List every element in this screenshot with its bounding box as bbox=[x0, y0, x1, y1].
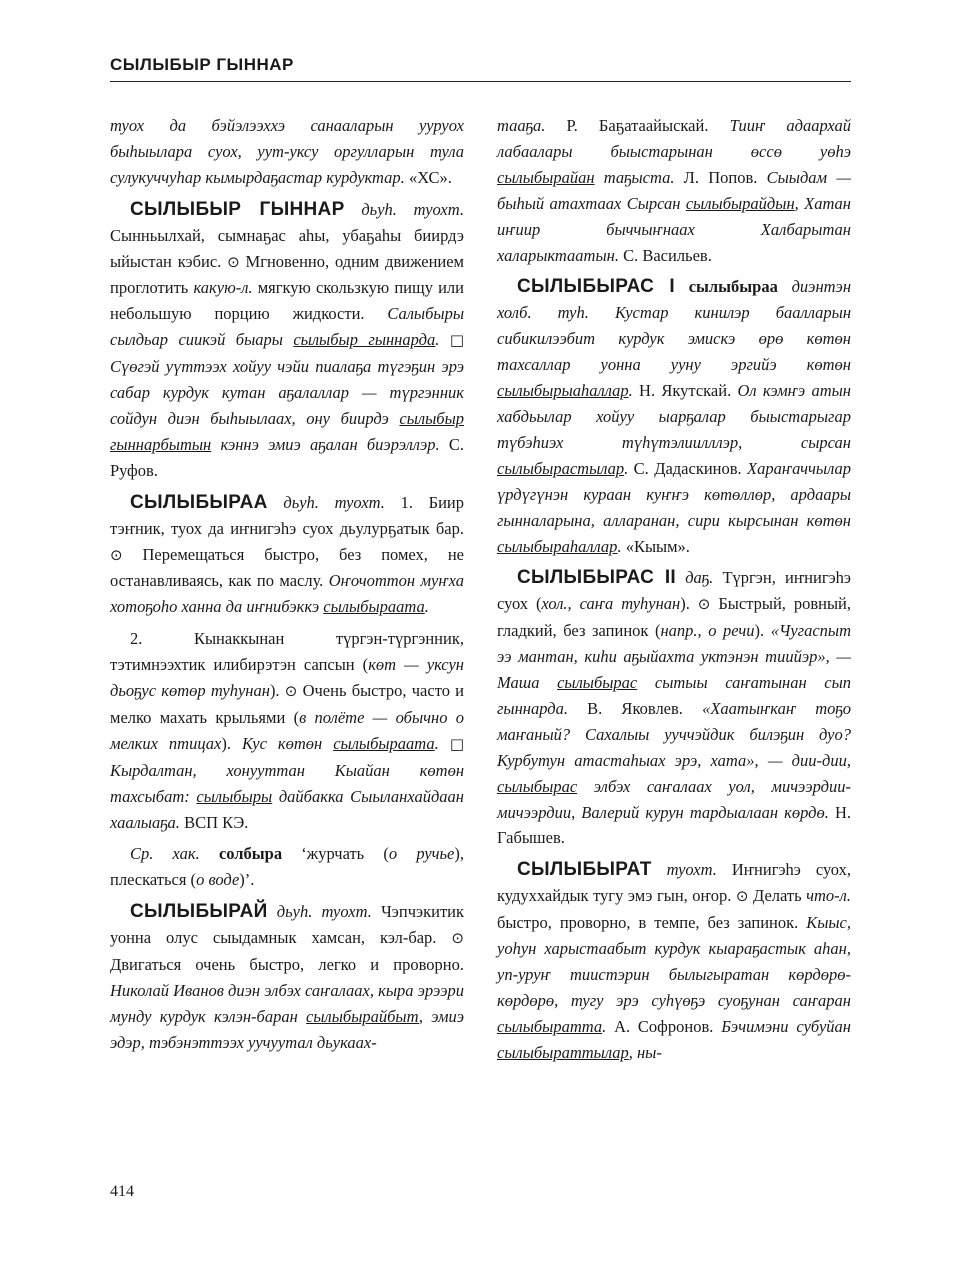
example-underlined-word: сылыбырастылар bbox=[497, 458, 625, 478]
italic-text: . bbox=[628, 381, 633, 401]
example-underlined-word: сылыбыраhаллар bbox=[497, 536, 618, 556]
dictionary-entry-paragraph bbox=[110, 197, 464, 484]
italic-text: Сыыдам — быhый атахтаах Сырсан bbox=[497, 167, 851, 213]
italic-text: элбэх саҥалаах уол, мичээрдии-мичээрдии, Валерий курун тардыалаан көрдө. bbox=[497, 776, 851, 822]
italic-text: «Хаатыҥкаҥ тоҕо маҥаный? Сахалыы ууччэйдик билэҕин дуо? Курбутун атастаhыах эрэ, хата», — дии-дии, bbox=[497, 698, 851, 770]
dictionary-entry-paragraph bbox=[497, 274, 851, 559]
italic-text: кэннэ эмиэ аҕалан биэрэллэр. bbox=[211, 434, 440, 454]
text-run: мягкую скользкую пищу или небольшую порцию жидкости. bbox=[110, 278, 464, 324]
italic-text: «Чугаспыт ээ мантан, киhи аҕыйахта уктэнэн тиийэр», — Маша bbox=[497, 621, 851, 693]
text-run: ). bbox=[680, 594, 698, 614]
italic-text: , ны- bbox=[628, 1042, 662, 1062]
circle-dot-icon: ⊙ bbox=[110, 545, 123, 564]
text-run: Мгновенно, одним движением проглотить bbox=[110, 251, 464, 298]
text-run: С. Руфов. bbox=[110, 434, 465, 480]
headword: СЫЛЫБЫРАТ bbox=[517, 859, 652, 881]
italic-text: туох да бэйэлээххэ санааларын ууруох быhыылара суох, уут-уксу оргулларын тула сулукуччуhар кымырдаҕастар курдуктар. bbox=[110, 116, 464, 187]
italic-text: что-л. bbox=[806, 886, 851, 906]
italic-text: напр., о речи bbox=[660, 621, 755, 641]
text-run bbox=[589, 303, 615, 322]
text-run: Иҥнигэhэ суох, кудуххайдык тугу эмэ гын, оҥор. bbox=[497, 860, 851, 906]
dictionary-entry-paragraph bbox=[497, 113, 851, 268]
circle-dot-icon: ⊙ bbox=[227, 252, 240, 271]
italic-text: дьуh. туохт. bbox=[267, 902, 372, 922]
italic-text: . bbox=[617, 536, 622, 556]
text-run: С. Дадаскинов. bbox=[628, 458, 748, 478]
italic-text: дьуh. туохт. bbox=[267, 492, 385, 512]
square-icon: □ bbox=[449, 331, 464, 350]
text-run: Быстрый, ровный, гладкий, без запинок ( bbox=[497, 594, 851, 641]
italic-text: туохт. bbox=[651, 860, 717, 880]
italic-text: тааҕа. bbox=[497, 116, 546, 135]
italic-text: Ол кэмҥэ атын хабдьылар хойуу ыарҕалар быыстарыгар түбэhиэх түhүтэлиилллэр, сырсан bbox=[497, 381, 851, 452]
example-underlined-word: сылыбырайдын bbox=[685, 193, 795, 213]
italic-text: в полёте — обычно о мелких птицах bbox=[110, 707, 464, 753]
example-underlined-word: сылыбырас bbox=[497, 776, 578, 796]
text-run: Р. Баҕатаайыскай. bbox=[545, 116, 730, 135]
italic-text: о ручье bbox=[388, 844, 455, 864]
circle-dot-icon: ⊙ bbox=[735, 887, 749, 906]
italic-text: . bbox=[424, 597, 429, 617]
bold-text: сылыбыраа bbox=[688, 277, 778, 297]
circle-dot-icon: ⊙ bbox=[284, 682, 298, 701]
example-underlined-word: сылыбыраата bbox=[333, 733, 435, 753]
dictionary-entry-paragraph bbox=[497, 565, 851, 851]
italic-text: Ср. хак. bbox=[130, 844, 200, 864]
bold-text: солбыра bbox=[218, 844, 283, 864]
italic-text: Кустар кинилэр баалларын сибикилээбит курдук эмискэ өрө көтөн тахсаллар уонна ууну эргийэ көтөн bbox=[497, 303, 852, 375]
italic-text: таҕыста. bbox=[594, 167, 675, 187]
italic-text: хол., саҥа туhунан bbox=[541, 594, 681, 614]
italic-text: сытыы саҥатынан сып гыннарда. bbox=[497, 673, 852, 718]
italic-text: диэнтэн холб. туh. bbox=[497, 277, 852, 323]
right-column bbox=[497, 113, 851, 1072]
italic-text: . bbox=[624, 458, 629, 478]
headword: СЫЛЫБЫРАС I bbox=[517, 276, 675, 298]
italic-text: Салыбыры сылдьар сиикэй быары bbox=[110, 304, 464, 350]
page-number: 414 bbox=[110, 1183, 134, 1200]
dictionary-entry-paragraph bbox=[110, 841, 464, 893]
text-run: С. Васильев. bbox=[618, 245, 712, 265]
italic-text: . bbox=[434, 733, 450, 753]
dictionary-entry-paragraph bbox=[110, 113, 464, 191]
italic-text: дьуh. туохт. bbox=[344, 199, 464, 219]
text-run: 1. Биир тэҥник, туох да иҥнигэhэ суох дьулурҕатык бар. bbox=[110, 492, 464, 538]
left-column bbox=[110, 113, 464, 1062]
example-underlined-word: сылыбыраата bbox=[323, 597, 425, 617]
italic-text: дайбакка Сыыланхайдаан хаалыаҕа. bbox=[110, 786, 464, 832]
text-run: Н. Якутскай. bbox=[632, 381, 738, 401]
headword: СЫЛЫБЫРАС II bbox=[517, 567, 676, 589]
example-underlined-word: сылыбыратта bbox=[497, 1016, 603, 1036]
text-run: быстро, проворно, в темпе, без запинок. bbox=[497, 913, 807, 933]
text-run: В. Яковлев. bbox=[568, 698, 703, 718]
square-icon: □ bbox=[449, 734, 464, 753]
text-run: ). bbox=[754, 621, 771, 641]
text-run: 2. Кынаккынан түргэн-түргэнник, тэтимнээхтик илибирэтэн сапсын ( bbox=[110, 629, 464, 675]
text-run: Сынньылхай, сымнаҕас аhы, убаҕаhы биирдэ ыйыстан кэбис. bbox=[110, 225, 464, 271]
circle-dot-icon: ⊙ bbox=[451, 929, 464, 948]
circle-dot-icon: ⊙ bbox=[697, 595, 711, 614]
italic-text: . bbox=[602, 1016, 607, 1036]
example-underlined-word: сылыбыр гыннарбытын bbox=[110, 408, 464, 454]
italic-text: Кыыс, уоhун харыстаабыт курдук кыараҕастык аhан, уп-уруҥ тиистэрин былыгыратан көрдөрө-көрдөрө, тугу эрэ суhүөҕэ суоҕунан саҥаран bbox=[497, 913, 851, 1010]
dictionary-entry-paragraph bbox=[110, 626, 464, 835]
headword: СЫЛЫБЫР ГЫННАР bbox=[130, 198, 345, 220]
text-run: Чэпчэкитик уонна олус сыыдамнык хамсан, кэл-бар. bbox=[110, 902, 464, 948]
italic-text: Тииҥ адаархай лабаалары быыстарынан өссө уөhэ bbox=[497, 116, 852, 161]
italic-text: Кус көтөн bbox=[242, 733, 334, 753]
text-run: ), плескаться ( bbox=[110, 844, 464, 890]
dictionary-entry-paragraph bbox=[497, 857, 851, 1065]
text-run: ). bbox=[221, 733, 242, 753]
example-underlined-word: сылыбыр гыннарда bbox=[293, 330, 436, 350]
text-run: ВСП КЭ. bbox=[179, 812, 249, 832]
text-run: «ХС». bbox=[404, 167, 452, 187]
text-run: А. Софронов. bbox=[606, 1016, 722, 1036]
italic-text: даҕ. bbox=[676, 568, 714, 588]
text-run: Очень быстро, часто и мелко махать крыльями ( bbox=[110, 681, 464, 727]
running-header-title: СЫЛЫБЫР ГЫННАР bbox=[110, 55, 294, 74]
text-run: ‘журчать ( bbox=[282, 844, 389, 864]
italic-text: о воде bbox=[196, 870, 240, 890]
text-run: Двигаться очень быстро, легко и проворно. bbox=[110, 955, 464, 975]
text-run: Түргэн, иҥнигэhэ суох ( bbox=[497, 568, 851, 614]
text-run: Н. Габышев. bbox=[497, 802, 851, 848]
italic-text: , Хатан иҥиир быччыҥнаах Халбарытан халарыктаатын. bbox=[497, 193, 851, 265]
text-run: Делать bbox=[748, 886, 807, 906]
example-underlined-word: сылыбырыаhаллар bbox=[497, 381, 629, 401]
italic-text: Николай Иванов диэн элбэх саҥалаах, кыра эрээри мунду курдук кэлэн-баран bbox=[110, 981, 464, 1026]
text-run bbox=[675, 277, 689, 296]
example-underlined-word: сылыбыры bbox=[196, 786, 273, 806]
italic-text: Бэчимэни субуйан bbox=[721, 1016, 851, 1036]
italic-text: Кырдалтан, хонууттан Кыайан көтөн тахсыбат: bbox=[110, 760, 464, 806]
italic-text: Хараҥаччылар үрдүгүнэн кураан куҥҥэ көтөллөр, ардаары гынналарына, алларанан, сири кырсынан көтөн bbox=[497, 458, 851, 530]
italic-text: көт — уксун дьоҕус көтөр туhунан bbox=[110, 655, 464, 701]
text-run: Л. Попов. bbox=[674, 167, 767, 187]
text-run bbox=[200, 844, 219, 863]
italic-text: Сүөгэй уүттээх хойуу чэйи пиалаҕа түгэҕин эрэ сабар курдук кутан аҕалаллар — түргэнник сойдун диэн быhыылаах, ону биирдэ bbox=[110, 357, 464, 428]
text-run: ). bbox=[269, 681, 285, 701]
dictionary-entry-paragraph bbox=[110, 899, 464, 1055]
example-underlined-word: сылыбыраттылар bbox=[497, 1042, 629, 1062]
italic-text: какую-л. bbox=[193, 278, 253, 298]
dictionary-entry-paragraph bbox=[110, 490, 464, 621]
italic-text: Оҥочоттон муҥха хотоҕоhо ханна да иҥнибэккэ bbox=[110, 571, 464, 617]
text-run: )’. bbox=[239, 870, 255, 890]
example-underlined-word: сылыбырайан bbox=[497, 167, 595, 187]
example-underlined-word: сылыбырайбыт bbox=[306, 1006, 419, 1026]
running-header bbox=[110, 55, 851, 82]
italic-text: , эмиэ эдэр, тэбэнэттээх уучуутал дьукаах- bbox=[110, 1006, 464, 1052]
headword: СЫЛЫБЫРАЙ bbox=[130, 901, 268, 923]
headword: СЫЛЫБЫРАА bbox=[130, 491, 268, 513]
text-run: Перемещаться быстро, без помех, не останавливаясь, как по маслу. bbox=[110, 544, 464, 591]
example-underlined-word: сылыбырас bbox=[557, 673, 638, 693]
italic-text: . bbox=[435, 330, 450, 350]
text-run: «Кыым». bbox=[621, 536, 690, 556]
